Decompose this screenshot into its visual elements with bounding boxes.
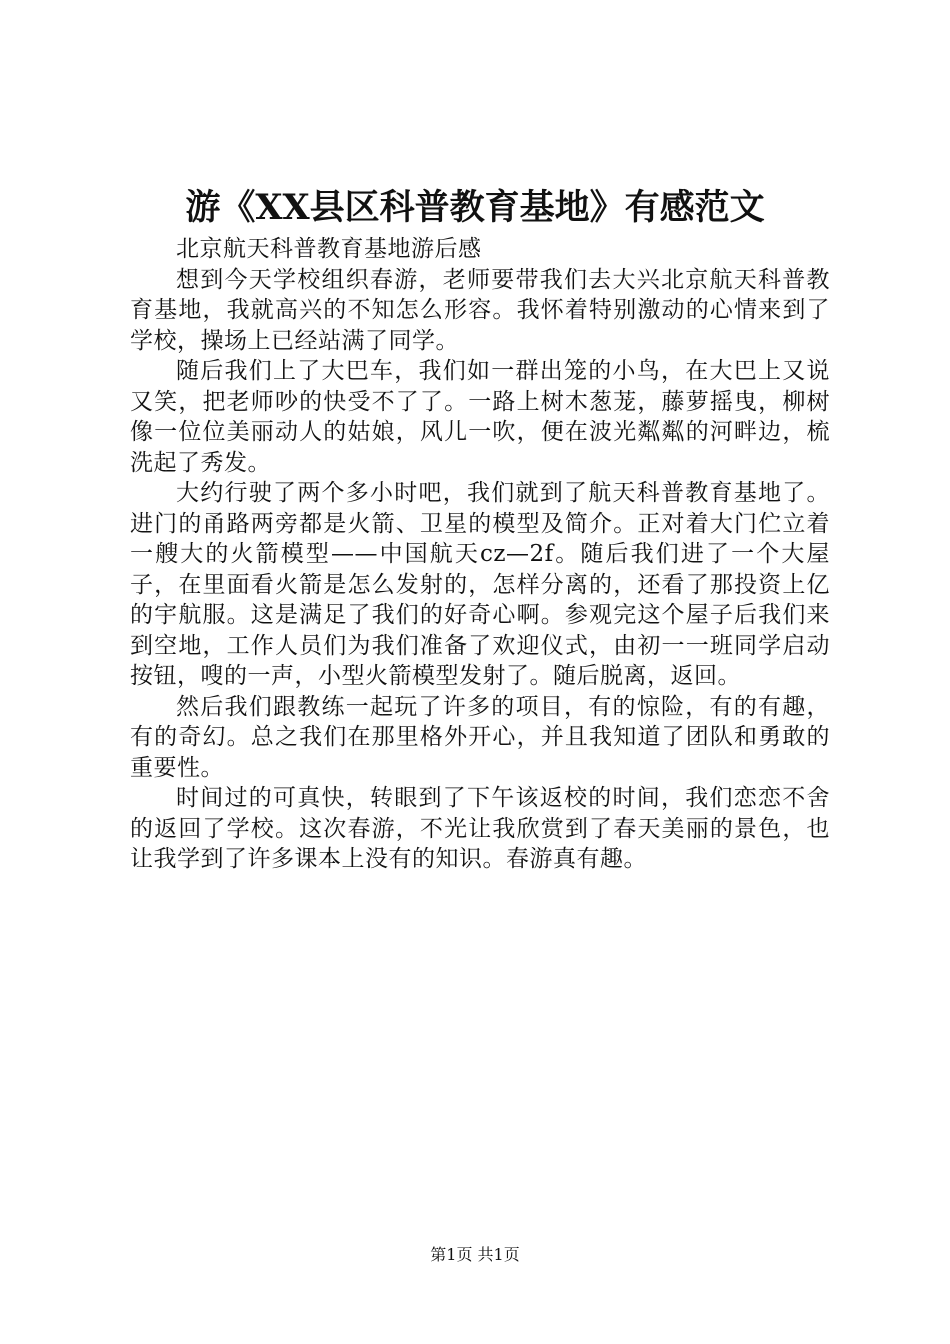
paragraph: 时间过的可真快，转眼到了下午该返校的时间，我们恋恋不舍的返回了学校。这次春游，不光让我欣赏到了春天美丽的景色，也让我学到了许多课本上没有的知识。春游真有趣。 [130, 785, 830, 872]
paragraph: 大约行驶了两个多小时吧，我们就到了航天科普教育基地了。进门的甬路两旁都是火箭、卫星的模型及简介。正对着大门伫立着一艘大的火箭模型——中国航天cz—2f。随后我们进了一个大屋子，在里面看火箭是怎么发射的，怎样分离的，还看了那投资上亿的宇航服。这是满足了我们的好奇心啊。参观完这个屋子后我们来到空地，工作人员们为我们准备了欢迎仪式，由初一一班同学启动按钮，嗖的一声，小型火箭模型发射了。随后脱离，返回。 [130, 480, 830, 689]
paragraph: 随后我们上了大巴车，我们如一群出笼的小鸟，在大巴上又说又笑，把老师吵的快受不了了。一路上树木葱茏，藤萝摇曳，柳树像一位位美丽动人的姑娘，风儿一吹，便在波光粼粼的河畔边，梳洗起了秀发。 [130, 358, 830, 476]
document-body [130, 234, 830, 875]
document-title: 游《XX县区科普教育基地》有感范文 [185, 187, 765, 228]
page-number-footer: 第1页 共1页 [430, 1245, 520, 1264]
paragraph-subtitle: 北京航天科普教育基地游后感 [176, 236, 482, 262]
paragraph: 想到今天学校组织春游，老师要带我们去大兴北京航天科普教育基地，我就高兴的不知怎么形容。我怀着特别激动的心情来到了学校，操场上已经站满了同学。 [130, 266, 830, 354]
paragraph: 然后我们跟教练一起玩了许多的项目，有的惊险，有的有趣，有的奇幻。总之我们在那里格外开心，并且我知道了团队和勇敢的重要性。 [130, 693, 830, 781]
